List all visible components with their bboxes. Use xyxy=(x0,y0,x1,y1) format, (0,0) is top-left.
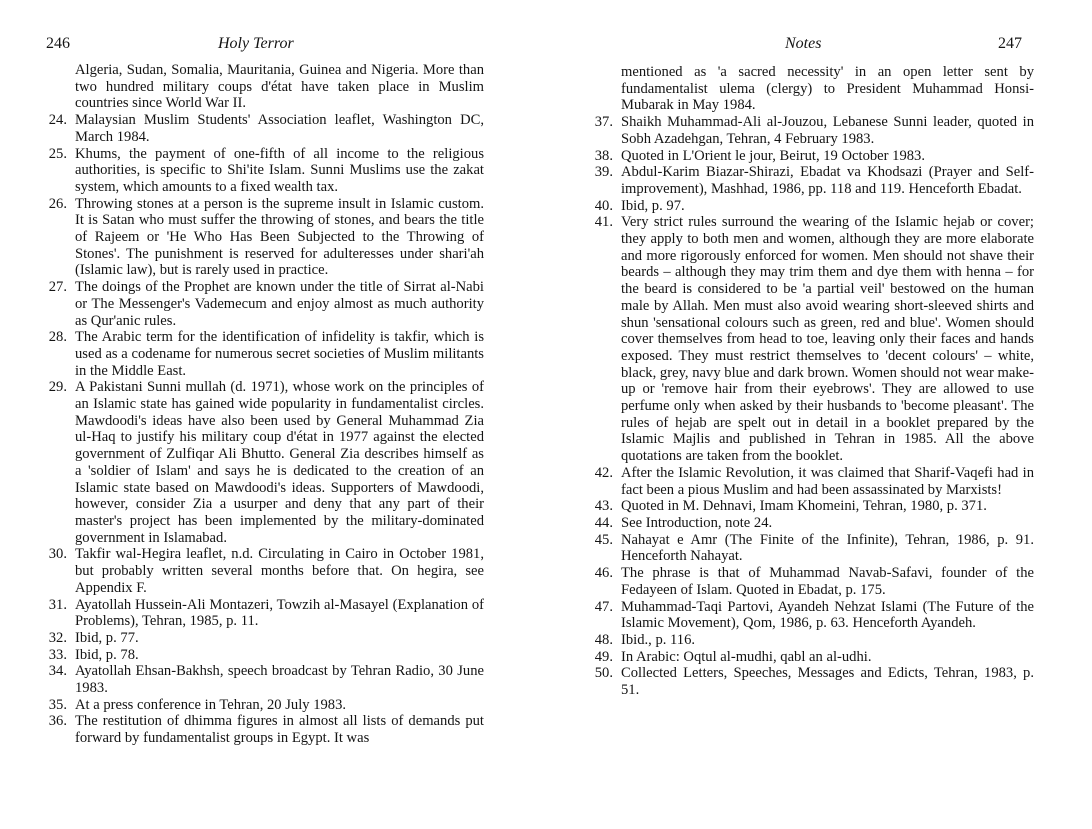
note-item xyxy=(38,546,484,596)
note-text: Ayatollah Hussein-Ali Montazeri, Towzih al-Masayel (Explanation of Problems), Tehran, 1985, p. 11. xyxy=(75,596,484,630)
note-number: 35. xyxy=(48,696,67,713)
note-number: 37. xyxy=(594,114,613,131)
note-item xyxy=(584,565,1034,598)
note-text: Ibid, p. 97. xyxy=(621,197,685,214)
note-text: Abdul-Karim Biazar-Shirazi, Ebadat va Khodsazi (Prayer and Self-improvement), Mashhad, 1986, pp. 118 and 119. Henceforth Ebadat. xyxy=(621,164,1034,197)
note-text: A Pakistani Sunni mullah (d. 1971), whose work on the principles of an Islamic state has gained wide popularity in fundamentalist circles. Mawdoodi's ideas have also been used by General Muhammad Zia ul-Haq to justify his military coup d'état in 1977 against the elected government of Zulfiqar Ali Bhutto. General Zia describes himself as a 'soldier of Islam' and says he is dedicated to the creation of an Islamic state based on Mawdoodi's ideas. Supporters of Mawdoodi, however, consider Zia a usurper and deny that any part of their master's project has been implemented by the military-dominated government in Islamabad. xyxy=(75,379,484,546)
notes-list xyxy=(584,64,1034,699)
note-text: Throwing stones at a person is the supreme insult in Islamic custom. It is Satan who must suffer the throwing of stones, and bears the title of Rajeem or 'He Who Has Been Subjected to the Throwing of Stones'. The punishment is reserved for adulteresses under shari'ah (Islamic law), but is rarely used in practice. xyxy=(75,195,484,279)
running-head: Notes xyxy=(785,35,822,52)
note-text: Shaikh Muhammad-Ali al-Jouzou, Lebanese Sunni leader, quoted in Sobh Azadehgan, Tehran, 4 February 1983. xyxy=(621,114,1034,147)
note-text: See Introduction, note 24. xyxy=(621,514,773,531)
note-item xyxy=(584,649,1034,666)
note-text: Muhammad-Taqi Partovi, Ayandeh Nehzat Islami (The Future of the Islamic Movement), Qom, 1986, p. 63. Henceforth Ayandeh. xyxy=(621,598,1034,632)
note-item xyxy=(584,148,1034,165)
note-text: After the Islamic Revolution, it was claimed that Sharif-Vaqefi had in fact been a pious Muslim and had been assassinated by Marxists! xyxy=(621,464,1034,498)
note-number: 48. xyxy=(594,631,613,648)
note-item xyxy=(38,112,484,145)
note-item xyxy=(38,329,484,379)
note-number: 28. xyxy=(48,329,67,346)
note-text: Ayatollah Ehsan-Bakhsh, speech broadcast by Tehran Radio, 30 June 1983. xyxy=(75,663,484,697)
note-item xyxy=(584,164,1034,197)
page-number: 247 xyxy=(998,35,1022,52)
note-number: 39. xyxy=(594,164,613,181)
note-item xyxy=(584,632,1034,649)
note-number: 50. xyxy=(594,665,613,682)
note-text: Ibid., p. 116. xyxy=(621,631,696,648)
note-number: 33. xyxy=(48,646,67,663)
note-text: At a press conference in Tehran, 20 July 1983. xyxy=(75,696,347,713)
note-number: 40. xyxy=(594,197,613,214)
note-text: Quoted in L'Orient le jour, Beirut, 19 October 1983. xyxy=(621,147,925,164)
note-item xyxy=(584,214,1034,465)
note-text: Very strict rules surround the wearing of the Islamic hejab or cover; they apply to both men and women, although they are more elaborate and more rigorously enforced for women. Men should not shave their beards – although they may trim them and dye them with henna – for the beard is considered to be 'a partial veil' bestowed on the human male by Allah. Men must also avoid wearing short-sleeved shirts and shun 'sensational colours such as green, red and blue'. Women should cover themselves from head to toe, leaving only their faces and hands exposed. They must restrict themselves to 'decent colours' – white, black, grey, navy blue and dark brown. Women should not wear make-up or 'remove hair from their eyebrows'. They are allowed to use perfume only when asked by their husbands to 'become pleasant'. The rules of hejab are spelt out in detail in a booklet prepared by the Islamic Majlis and published in Tehran in 1985. All the above quotations are taken from the booklet. xyxy=(621,214,1034,465)
note-item xyxy=(584,114,1034,147)
note-number: 29. xyxy=(48,379,67,396)
note-number: 49. xyxy=(594,648,613,665)
notes-list xyxy=(38,62,484,747)
note-item xyxy=(38,647,484,664)
note-number: 44. xyxy=(594,514,613,531)
note-item xyxy=(584,515,1034,532)
note-text: The Arabic term for the identification of infidelity is takfir, which is used as a codename for numerous secret societies of Muslim militants in the Middle East. xyxy=(75,329,484,379)
note-number: 32. xyxy=(48,629,67,646)
note-text: Khums, the payment of one-fifth of all income to the religious authorities, is specific to Shi'ite Islam. Sunni Muslims use the zakat system, which amounts to a fixed wealth tax. xyxy=(75,145,484,195)
note-number: 43. xyxy=(594,498,613,515)
note-item xyxy=(38,663,484,696)
note-item xyxy=(584,665,1034,698)
note-item xyxy=(584,498,1034,515)
note-text: Ibid, p. 77. xyxy=(75,629,139,646)
note-number: 31. xyxy=(48,596,67,613)
note-number: 25. xyxy=(48,145,67,162)
note-item xyxy=(38,379,484,546)
note-text: Takfir wal-Hegira leaflet, n.d. Circulating in Cairo in October 1981, but probably written several months before that. On hegira, see Appendix F. xyxy=(75,546,484,596)
note-text: Malaysian Muslim Students' Association leaflet, Washington DC, March 1984. xyxy=(75,112,484,145)
note-item xyxy=(38,697,484,714)
note-number: 34. xyxy=(48,663,67,680)
note-text: Ibid, p. 78. xyxy=(75,646,139,663)
running-head: Holy Terror xyxy=(218,35,294,52)
note-number: 45. xyxy=(594,531,613,548)
note-text: In Arabic: Oqtul al-mudhi, qabl an al-udhi. xyxy=(621,648,872,665)
note-number: 27. xyxy=(48,279,67,296)
note-number: 36. xyxy=(48,713,67,730)
note-number: 46. xyxy=(594,565,613,582)
note-item xyxy=(38,196,484,280)
note-text: The restitution of dhimma figures in almost all lists of demands put forward by fundamentalist groups in Egypt. It was xyxy=(75,713,484,747)
note-item xyxy=(38,146,484,196)
note-text: Nahayat e Amr (The Finite of the Infinite), Tehran, 1986, p. 91. Henceforth Nahayat. xyxy=(621,531,1034,565)
note-number: 42. xyxy=(594,464,613,481)
note-item xyxy=(38,630,484,647)
note-item xyxy=(584,465,1034,498)
note-number: 26. xyxy=(48,195,67,212)
note-item xyxy=(38,713,484,746)
note-number: 41. xyxy=(594,214,613,231)
right-page xyxy=(546,0,1092,829)
note-number: 47. xyxy=(594,598,613,615)
page-number: 246 xyxy=(46,35,70,52)
note-item xyxy=(38,597,484,630)
note-text: Quoted in M. Dehnavi, Imam Khomeini, Tehran, 1980, p. 371. xyxy=(621,498,987,515)
note-continuation: Algeria, Sudan, Somalia, Mauritania, Guinea and Nigeria. More than two hundred military coups d'état have taken place in Muslim countries since World War II. xyxy=(75,62,484,112)
note-text: The doings of the Prophet are known under the title of Sirrat al-Nabi or The Messenger's Vademecum and enjoy almost as much authority as Qur'anic rules. xyxy=(75,279,484,329)
note-item xyxy=(38,279,484,329)
note-text: The phrase is that of Muhammad Navab-Safavi, founder of the Fedayeen of Islam. Quoted in Ebadat, p. 175. xyxy=(621,565,1034,598)
note-continuation: mentioned as 'a sacred necessity' in an open letter sent by fundamentalist ulema (clergy) to President Muhammad Honsi-Mubarak in May 1984. xyxy=(621,64,1034,114)
note-item xyxy=(584,198,1034,215)
note-number: 38. xyxy=(594,147,613,164)
note-number: 24. xyxy=(48,112,67,129)
note-text: Collected Letters, Speeches, Messages and Edicts, Tehran, 1983, p. 51. xyxy=(621,665,1034,699)
note-item xyxy=(584,532,1034,565)
note-item xyxy=(584,599,1034,632)
note-number: 30. xyxy=(48,546,67,563)
